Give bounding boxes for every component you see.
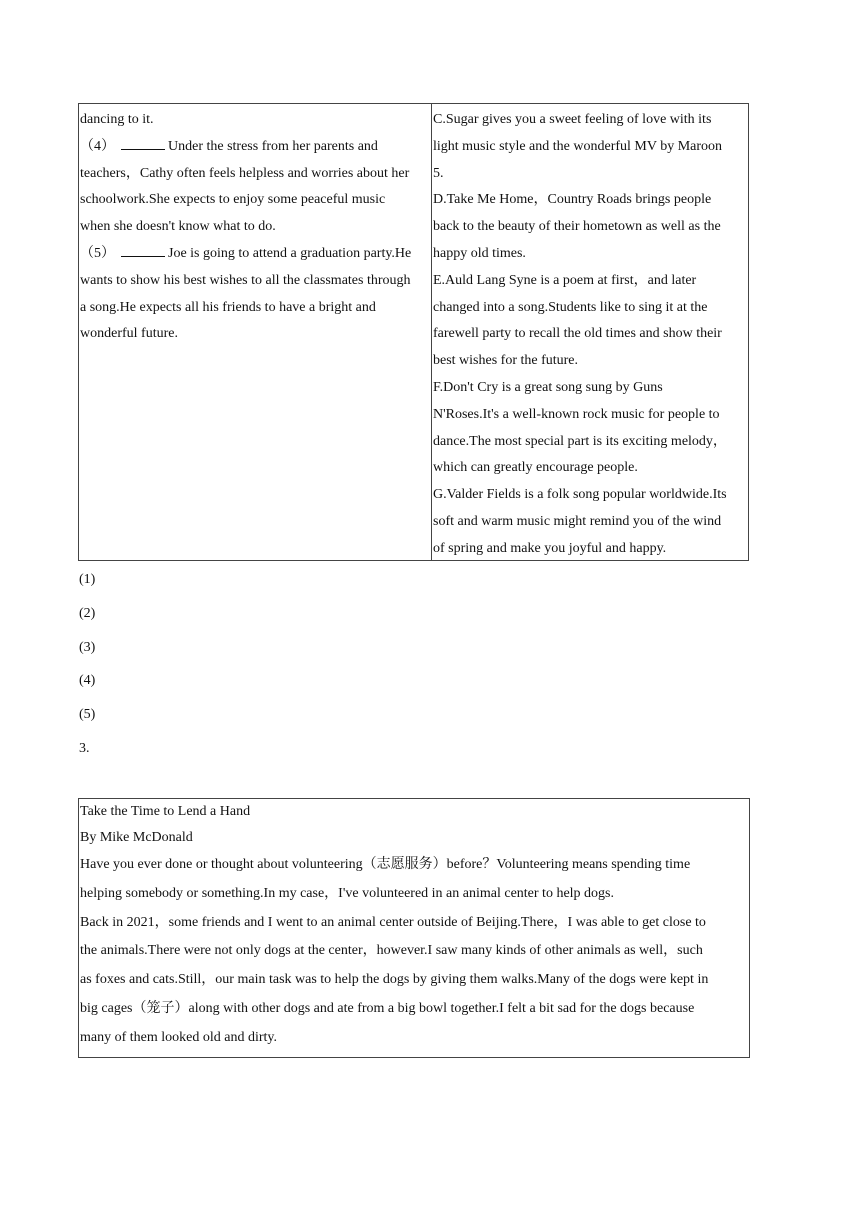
text-line: dancing to it. <box>80 112 154 127</box>
text-line: which can greatly encourage people. <box>433 460 638 476</box>
option-g: G.Valder Fields is a folk song popular worldwide.Its <box>433 487 727 503</box>
text-line: farewell party to recall the old times and show their <box>433 326 722 342</box>
passage-line: the animals.There were not only dogs at the center，however.I saw many kinds of other animals as well，such <box>80 943 703 959</box>
question-number: 3. <box>79 740 90 756</box>
text-line: 5. <box>433 165 444 181</box>
text-line: a song.He expects all his friends to have a bright and <box>80 299 376 315</box>
text-line: wants to show his best wishes to all the classmates through <box>80 272 411 288</box>
text-line: soft and warm music might remind you of the wind <box>433 513 722 529</box>
matching-table <box>78 103 749 561</box>
text-line: teachers，Cathy often feels helpless and worries about her <box>80 165 410 181</box>
text-line: N'Roses.It's a well-known rock music for people to <box>433 406 720 422</box>
text-line: wonderful future. <box>80 326 178 342</box>
passage-line: as foxes and cats.Still，our main task was to help the dogs by giving them walks.Many of the dogs were kept in <box>80 972 709 988</box>
people-column <box>79 104 432 560</box>
option-f: F.Don't Cry is a great song sung by Guns <box>433 379 663 395</box>
text-line: dance.The most special part is its exciting melody， <box>433 433 727 449</box>
option-d: D.Take Me Home，Country Roads brings people <box>433 192 712 208</box>
passage-box <box>78 798 750 1058</box>
songs-column <box>432 104 748 560</box>
text-line: back to the beauty of their hometown as well as the <box>433 219 721 235</box>
text-line: when she doesn't know what to do. <box>80 219 276 235</box>
text-line: of spring and make you joyful and happy. <box>433 540 667 556</box>
answer-list <box>79 568 95 771</box>
passage-line: big cages（笼子）along with other dogs and ate from a big bowl together.I felt a bit sad for the dogs because <box>80 1000 695 1016</box>
item-number: （5） <box>80 245 115 261</box>
passage-author: By Mike McDonald <box>80 830 193 845</box>
answer-blank[interactable] <box>121 135 165 150</box>
option-e: E.Auld Lang Syne is a poem at first，and later <box>433 272 697 288</box>
text-line: Joe is going to attend a graduation party.He <box>168 245 412 261</box>
text-line: changed into a song.Students like to sing it at the <box>433 299 708 315</box>
text-line: light music style and the wonderful MV by Maroon <box>433 138 723 154</box>
answer-line-4[interactable]: (4) <box>79 673 96 689</box>
passage-line: helping somebody or something.In my case，I've volunteered in an animal center to help dogs. <box>80 885 614 901</box>
text-line: schoolwork.She expects to enjoy some peaceful music <box>80 192 386 208</box>
text-line: best wishes for the future. <box>433 353 579 369</box>
text-line: Under the stress from her parents and <box>168 138 378 154</box>
item-4 <box>80 134 430 161</box>
passage-line: many of them looked old and dirty. <box>80 1029 277 1045</box>
item-number: （4） <box>80 138 115 154</box>
passage-line: Have you ever done or thought about volunteering（志愿服务）before？Volunteering means spending time <box>80 857 691 872</box>
passage-line: Back in 2021，some friends and I went to an animal center outside of Beijing.There，I was able to get close to <box>80 914 706 930</box>
answer-line-2[interactable]: (2) <box>79 605 96 621</box>
option-c: C.Sugar gives you a sweet feeling of love with its <box>433 112 712 127</box>
answer-line-5[interactable]: (5) <box>79 707 96 723</box>
answer-blank[interactable] <box>121 242 165 257</box>
text-line: happy old times. <box>433 245 526 261</box>
passage-title: Take the Time to Lend a Hand <box>80 804 251 819</box>
answer-line-1[interactable]: (1) <box>79 572 96 587</box>
item-5 <box>80 241 430 268</box>
answer-line-3[interactable]: (3) <box>79 639 96 655</box>
